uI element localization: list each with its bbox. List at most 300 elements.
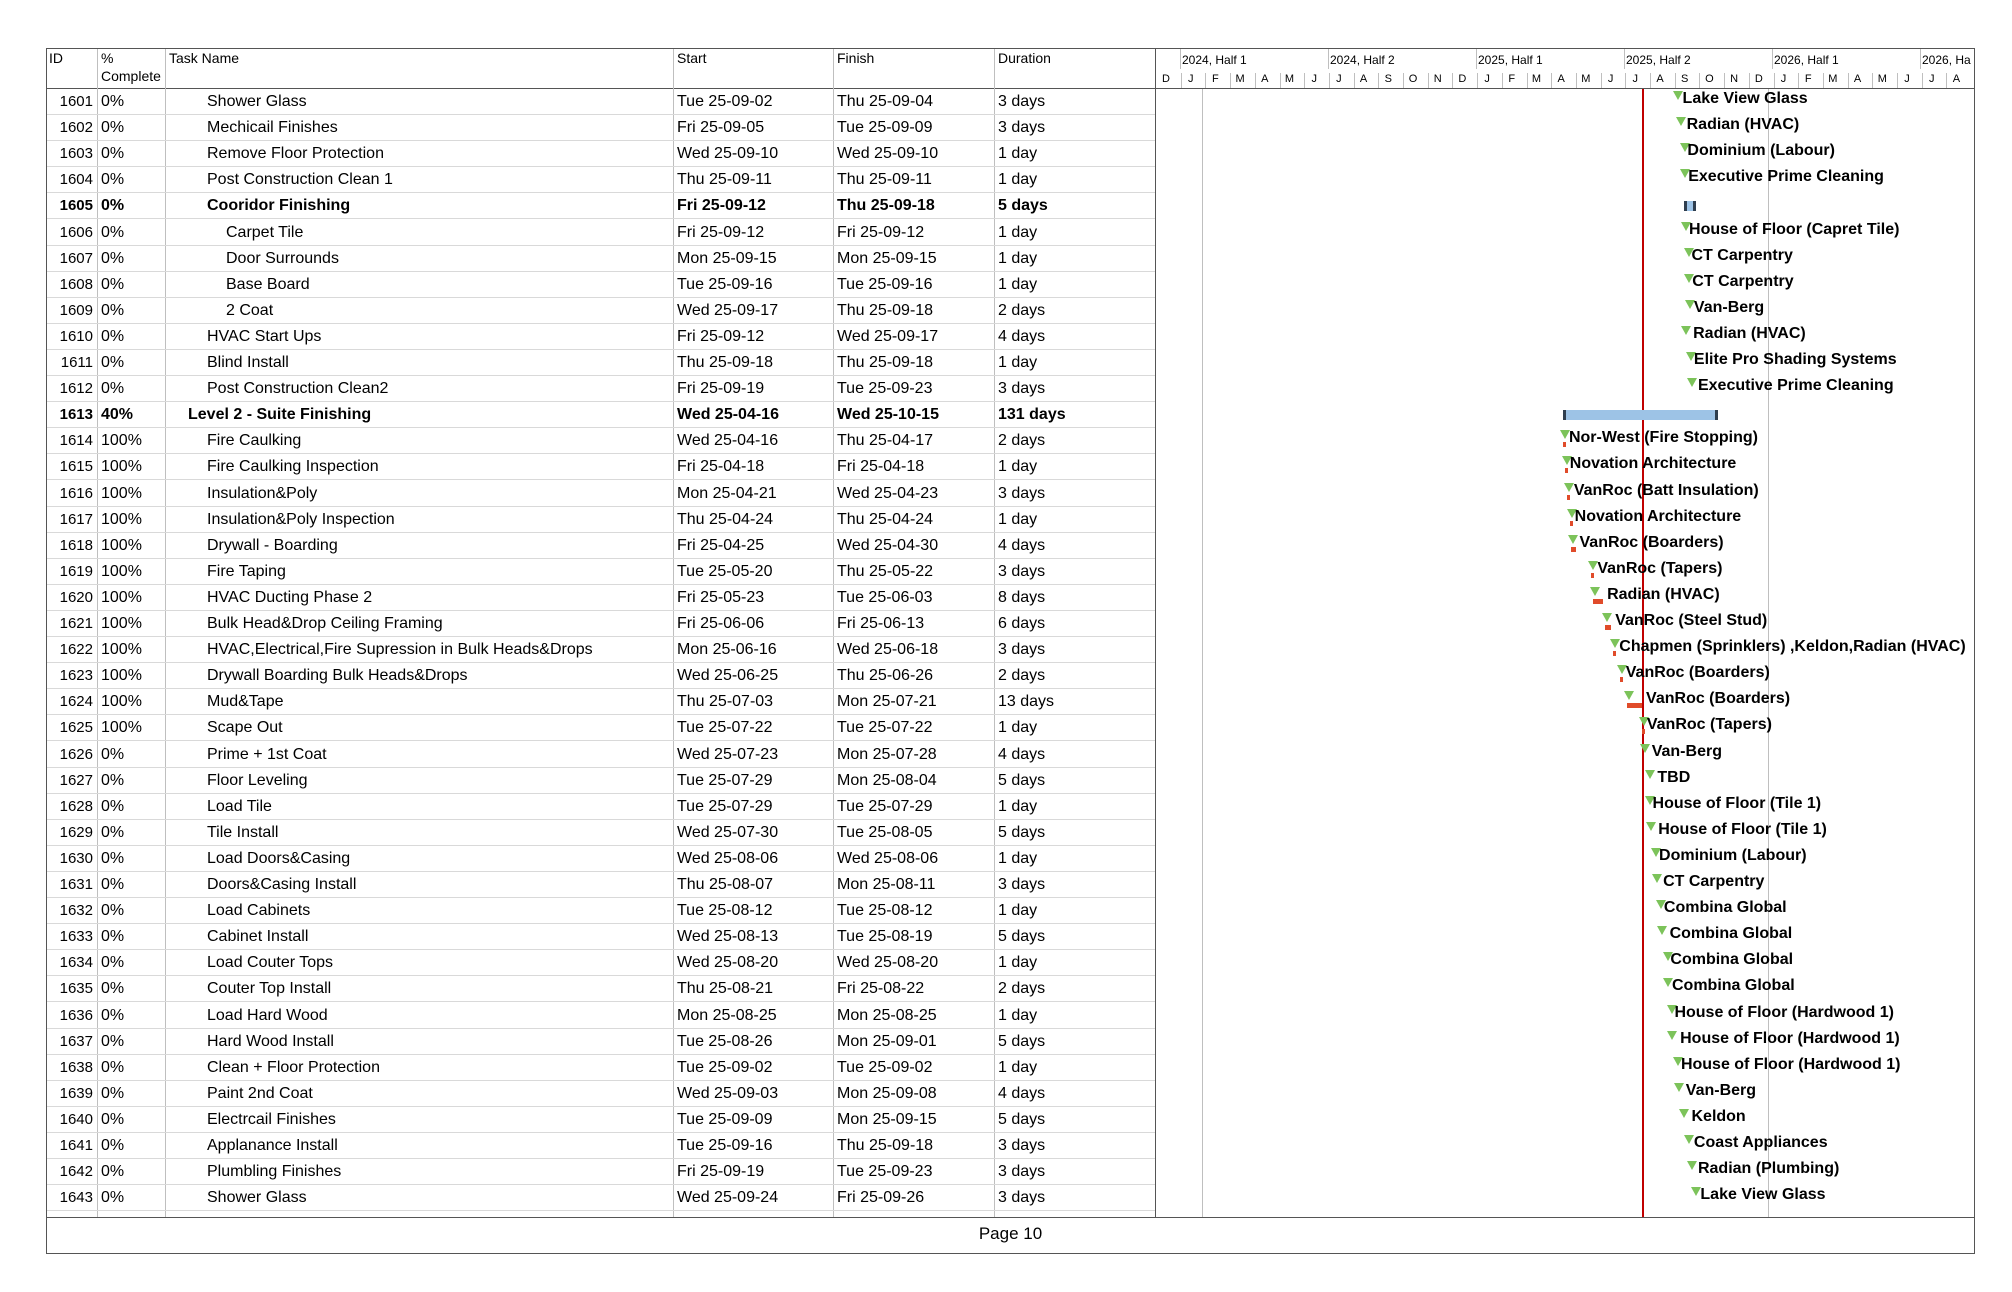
task-bar-marker[interactable] <box>1676 117 1686 126</box>
task-progress-bar[interactable] <box>1613 651 1616 656</box>
timeline-month-divider <box>1650 73 1651 88</box>
task-finish: Thu 25-05-22 <box>837 562 934 580</box>
table-row[interactable] <box>47 924 1155 950</box>
task-percent-complete: 0% <box>101 171 125 189</box>
task-id: 1643 <box>59 1189 93 1207</box>
timeline-month-label: S <box>1384 73 1392 85</box>
table-row[interactable] <box>47 611 1155 637</box>
task-finish: Mon 25-08-11 <box>837 876 936 893</box>
footer-divider <box>46 1217 1975 1218</box>
task-finish: Thu 25-09-11 <box>837 171 932 189</box>
task-id: 1639 <box>59 1084 93 1102</box>
table-row[interactable] <box>47 193 1155 219</box>
timeline-month-divider <box>1255 73 1256 88</box>
task-duration: 4 days <box>998 327 1046 345</box>
task-percent-complete: 100% <box>101 536 142 554</box>
table-row[interactable] <box>47 428 1155 454</box>
table-row[interactable] <box>47 272 1155 298</box>
task-name: Carpet Tile <box>226 223 304 241</box>
resource-label: Elite Pro Shading Systems <box>1693 351 1897 368</box>
table-row[interactable] <box>47 1029 1155 1055</box>
timeline-half-label: 2026, Half 1 <box>1774 53 1839 67</box>
task-duration: 5 days <box>998 1032 1046 1050</box>
task-id: 1637 <box>59 1032 93 1050</box>
table-row[interactable] <box>47 481 1155 507</box>
task-id: 1601 <box>59 93 93 110</box>
resource-label: Dominium (Labour) <box>1659 846 1807 864</box>
task-id: 1604 <box>59 171 93 189</box>
task-finish: Tue 25-07-29 <box>837 797 933 815</box>
task-finish: Tue 25-09-02 <box>837 1058 933 1076</box>
task-id: 1612 <box>59 380 93 398</box>
timeline-half-divider <box>1328 49 1329 69</box>
timeline-month-divider <box>1551 73 1552 88</box>
table-row[interactable] <box>47 1133 1155 1159</box>
task-name: Scape Out <box>207 719 283 737</box>
task-name: Post Construction Clean 1 <box>207 171 393 189</box>
task-duration: 1 day <box>998 1058 1038 1076</box>
summary-bar[interactable] <box>1563 410 1717 420</box>
task-bar-marker[interactable] <box>1687 378 1697 387</box>
task-start: Fri 25-09-12 <box>677 327 765 345</box>
table-row[interactable] <box>47 402 1155 428</box>
table-row[interactable] <box>47 663 1155 689</box>
task-duration: 1 day <box>998 1006 1038 1024</box>
timeline-month-label: O <box>1705 73 1714 85</box>
task-percent-complete: 0% <box>101 1137 125 1154</box>
timeline-month-divider <box>1699 73 1700 88</box>
task-start: Wed 25-07-23 <box>677 745 779 763</box>
task-progress-bar[interactable] <box>1627 703 1642 708</box>
table-row[interactable] <box>47 533 1155 559</box>
task-bar-marker[interactable] <box>1646 822 1656 831</box>
task-duration: 1 day <box>998 275 1038 293</box>
task-finish: Wed 25-10-15 <box>837 406 939 424</box>
task-duration: 5 days <box>998 928 1046 946</box>
col-header-start[interactable]: Start <box>677 50 707 66</box>
task-finish: Mon 25-08-04 <box>837 771 937 789</box>
resource-label: Chapmen (Sprinklers) ,Keldon,Radian (HVAC) <box>1619 638 1966 656</box>
col-header-duration[interactable]: Duration <box>998 50 1051 66</box>
task-bar-marker[interactable] <box>1681 326 1691 335</box>
col-header-id[interactable]: ID <box>49 50 63 66</box>
col-header-pct-line2: Complete <box>101 68 161 84</box>
timeline-month-divider <box>1403 73 1404 88</box>
timeline-month-divider <box>1675 73 1676 88</box>
timeline-month-divider <box>1625 73 1626 88</box>
table-row[interactable] <box>47 376 1155 402</box>
table-row[interactable] <box>47 585 1155 611</box>
task-name: Paint 2nd Coat <box>207 1084 313 1102</box>
task-percent-complete: 100% <box>101 719 142 737</box>
resource-label: Van-Berg <box>1685 1081 1757 1099</box>
task-name: Floor Leveling <box>207 771 308 789</box>
task-percent-complete: 0% <box>101 145 125 163</box>
task-finish: Mon 25-07-28 <box>837 745 937 763</box>
resource-label: Keldon <box>1691 1107 1746 1125</box>
task-duration: 2 days <box>998 432 1046 450</box>
resource-label: Combina Global <box>1670 951 1794 969</box>
task-progress-bar[interactable] <box>1620 677 1623 682</box>
task-percent-complete: 0% <box>101 1006 125 1024</box>
task-id: 1603 <box>59 145 93 163</box>
resource-label: Radian (HVAC) <box>1607 585 1720 603</box>
task-duration: 3 days <box>998 876 1046 893</box>
task-start: Mon 25-04-21 <box>677 484 777 502</box>
task-name: Load Cabinets <box>207 902 311 920</box>
task-id: 1616 <box>59 484 93 502</box>
resource-label: Executive Prime Cleaning <box>1688 168 1884 186</box>
task-name: Mud&Tape <box>207 693 284 711</box>
table-row[interactable] <box>47 89 1155 115</box>
task-progress-bar[interactable] <box>1567 495 1570 500</box>
task-bar-marker[interactable] <box>1687 1161 1697 1170</box>
resource-label: VanRoc (Batt Insulation) <box>1573 481 1759 499</box>
task-name: Base Board <box>226 275 310 293</box>
task-finish: Tue 25-09-23 <box>837 1163 933 1181</box>
table-row[interactable] <box>47 246 1155 272</box>
task-name: Bulk Head&Drop Ceiling Framing <box>207 615 443 632</box>
task-progress-bar[interactable] <box>1642 729 1645 734</box>
task-name: Door Surrounds <box>226 249 339 267</box>
task-percent-complete: 100% <box>101 693 142 711</box>
task-finish: Wed 25-04-30 <box>837 536 939 554</box>
timeline-month-label: A <box>1359 73 1368 85</box>
task-finish: Thu 25-09-18 <box>837 197 935 215</box>
table-row[interactable] <box>47 115 1155 141</box>
task-duration: 1 day <box>998 171 1038 189</box>
table-row[interactable] <box>47 820 1155 846</box>
task-finish: Fri 25-04-18 <box>837 458 925 476</box>
table-row[interactable] <box>47 350 1155 376</box>
task-id: 1628 <box>59 797 93 815</box>
table-row[interactable] <box>47 507 1155 533</box>
task-percent-complete: 0% <box>101 354 125 371</box>
page-number: Page 10 <box>978 1224 1043 1243</box>
task-percent-complete: 0% <box>101 745 125 763</box>
task-name: Insulation&Poly Inspection <box>207 510 395 528</box>
task-bar-marker[interactable] <box>1568 535 1578 544</box>
task-id: 1624 <box>59 693 93 711</box>
task-duration: 6 days <box>998 615 1046 632</box>
task-finish: Tue 25-08-05 <box>837 823 933 841</box>
task-duration: 4 days <box>998 745 1046 763</box>
table-row[interactable] <box>47 559 1155 585</box>
task-percent-complete: 0% <box>101 954 125 972</box>
task-id: 1629 <box>59 823 93 841</box>
resource-label: VanRoc (Tapers) <box>1597 559 1723 577</box>
table-row[interactable] <box>47 768 1155 794</box>
timeline-month-label: J <box>1484 73 1490 85</box>
timeline-month-label: A <box>1261 73 1269 85</box>
task-id: 1613 <box>59 406 93 424</box>
timeline-month-divider <box>1477 73 1478 88</box>
task-duration: 1 day <box>998 145 1038 163</box>
task-percent-complete: 100% <box>101 588 142 606</box>
task-name: Shower Glass <box>207 1189 307 1207</box>
timeline-month-divider <box>1304 73 1305 88</box>
task-finish: Tue 25-09-23 <box>837 380 933 398</box>
timeline-half-divider <box>1476 49 1477 69</box>
table-row[interactable] <box>47 1159 1155 1185</box>
task-progress-bar[interactable] <box>1563 442 1566 447</box>
table-row[interactable] <box>47 167 1155 193</box>
task-bar-marker[interactable] <box>1590 587 1600 596</box>
table-row[interactable] <box>47 794 1155 820</box>
task-start: Tue 25-07-22 <box>677 719 773 737</box>
table-row[interactable] <box>47 950 1155 976</box>
timeline-month-label: A <box>1952 73 1961 85</box>
task-start: Tue 25-09-16 <box>677 275 773 293</box>
task-id: 1636 <box>59 1006 93 1024</box>
timeline-month-label: M <box>1235 73 1245 85</box>
task-bar-marker[interactable] <box>1645 770 1655 779</box>
timeline-month-divider <box>1749 73 1750 88</box>
task-name: Fire Taping <box>207 562 286 580</box>
task-id: 1615 <box>59 458 93 476</box>
timeline-month-label: N <box>1433 73 1442 85</box>
timeline-month-label: O <box>1408 73 1418 85</box>
task-duration: 3 days <box>998 380 1046 398</box>
task-name: HVAC Start Ups <box>207 327 322 345</box>
timeline-month-divider <box>1329 73 1330 88</box>
task-start: Fri 25-04-18 <box>677 458 765 476</box>
table-row[interactable] <box>47 454 1155 480</box>
gantt-gridline <box>1202 89 1203 1217</box>
task-finish: Thu 25-04-17 <box>837 432 934 450</box>
table-row[interactable] <box>47 637 1155 663</box>
task-duration: 5 days <box>998 823 1046 841</box>
resource-label: Radian (HVAC) <box>1686 116 1800 134</box>
table-row[interactable] <box>47 1185 1155 1211</box>
task-duration: 1 day <box>998 797 1038 815</box>
col-header-pct[interactable] <box>101 49 161 85</box>
timeline-month-divider <box>1354 73 1355 88</box>
task-progress-bar[interactable] <box>1571 547 1576 552</box>
task-bar-marker[interactable] <box>1652 874 1662 883</box>
timeline-month-label: D <box>1458 73 1467 85</box>
task-start: Thu 25-08-21 <box>677 980 774 998</box>
task-start: Fri 25-06-06 <box>677 615 765 632</box>
resource-label: VanRoc (Boarders) <box>1625 664 1770 682</box>
timeline-month-label: A <box>1656 73 1664 85</box>
table-row[interactable] <box>47 298 1155 324</box>
task-percent-complete: 0% <box>101 823 125 841</box>
task-start: Fri 25-05-23 <box>677 588 765 606</box>
task-finish: Thu 25-09-18 <box>837 354 934 371</box>
task-name: Insulation&Poly <box>207 484 318 502</box>
task-finish: Tue 25-09-09 <box>837 119 933 137</box>
task-finish: Fri 25-09-26 <box>837 1189 925 1207</box>
task-duration: 1 day <box>998 849 1038 867</box>
task-finish: Wed 25-08-06 <box>837 849 939 867</box>
task-name: Post Construction Clean2 <box>207 380 389 398</box>
resource-label: Novation Architecture <box>1569 455 1737 473</box>
task-percent-complete: 100% <box>101 562 142 580</box>
table-row[interactable] <box>47 689 1155 715</box>
col-header-task-name[interactable]: Task Name <box>169 50 240 66</box>
task-name: 2 Coat <box>226 301 274 319</box>
task-name: Load Tile <box>207 797 272 815</box>
resource-label: Combina Global <box>1663 899 1787 917</box>
task-percent-complete: 0% <box>101 1110 125 1128</box>
task-duration: 1 day <box>998 954 1038 972</box>
task-id: 1610 <box>59 327 93 345</box>
task-percent-complete: 0% <box>101 1058 125 1076</box>
task-id: 1638 <box>59 1058 93 1076</box>
task-id: 1640 <box>59 1110 93 1128</box>
timeline-half-label: 2025, Half 2 <box>1626 53 1691 67</box>
table-row[interactable] <box>47 1003 1155 1029</box>
resource-label: VanRoc (Boarders) <box>1579 533 1724 551</box>
timeline-month-label: D <box>1754 73 1763 85</box>
timeline-month-divider <box>1428 73 1429 88</box>
timeline-half-divider <box>1180 49 1181 69</box>
timeline-month-label: F <box>1804 73 1812 85</box>
task-bar-marker[interactable] <box>1674 1083 1684 1092</box>
timeline-half-divider <box>1624 49 1625 69</box>
col-header-pct-line1: % <box>101 50 114 66</box>
task-percent-complete: 0% <box>101 93 125 110</box>
task-percent-complete: 0% <box>101 119 125 137</box>
task-start: Thu 25-09-18 <box>677 354 774 371</box>
task-duration: 3 days <box>998 1163 1046 1181</box>
task-bar-marker[interactable] <box>1602 613 1612 622</box>
task-start: Tue 25-09-02 <box>677 1058 773 1076</box>
task-percent-complete: 0% <box>101 301 125 319</box>
resource-label: VanRoc (Boarders) <box>1646 690 1791 708</box>
task-percent-complete: 0% <box>101 327 125 345</box>
timeline-half-divider <box>1920 49 1921 69</box>
table-row[interactable] <box>47 898 1155 924</box>
table-row[interactable] <box>47 742 1155 768</box>
resource-label: House of Floor (Hardwood 1) <box>1680 1055 1901 1073</box>
table-row[interactable] <box>47 1107 1155 1133</box>
task-percent-complete: 0% <box>101 249 125 267</box>
task-finish: Thu 25-04-24 <box>837 510 934 528</box>
task-progress-bar[interactable] <box>1565 468 1568 473</box>
task-name: Hard Wood Install <box>207 1032 334 1050</box>
task-percent-complete: 100% <box>101 667 142 685</box>
table-row[interactable] <box>47 324 1155 350</box>
timeline-month-label: M <box>1531 73 1542 85</box>
task-start: Thu 25-04-24 <box>677 510 774 528</box>
task-duration: 1 day <box>998 719 1038 737</box>
task-id: 1635 <box>59 980 93 998</box>
task-bar-marker[interactable] <box>1624 691 1634 700</box>
timeline-month-divider <box>1897 73 1898 88</box>
task-progress-bar[interactable] <box>1570 521 1573 526</box>
task-start: Fri 25-09-19 <box>677 1163 765 1181</box>
task-start: Wed 25-08-20 <box>677 954 779 972</box>
task-duration: 1 day <box>998 510 1038 528</box>
timeline-month-divider <box>1527 73 1528 88</box>
task-start: Thu 25-07-03 <box>677 693 774 711</box>
task-start: Wed 25-04-16 <box>677 432 779 450</box>
task-progress-bar[interactable] <box>1593 599 1603 604</box>
task-start: Fri 25-09-19 <box>677 380 765 398</box>
resource-label: Lake View Glass <box>1700 1186 1826 1204</box>
task-name: Load Couter Tops <box>207 954 334 972</box>
task-finish: Tue 25-06-03 <box>837 588 933 606</box>
task-duration: 3 days <box>998 562 1046 580</box>
resource-label: Combina Global <box>1669 925 1793 943</box>
resource-label: Lake View Glass <box>1682 90 1808 107</box>
task-id: 1625 <box>59 719 93 737</box>
task-name: Drywall - Boarding <box>207 536 338 554</box>
task-progress-bar[interactable] <box>1605 625 1611 630</box>
task-start: Tue 25-08-12 <box>677 902 773 920</box>
table-row[interactable] <box>47 141 1155 167</box>
task-id: 1633 <box>59 928 93 946</box>
task-percent-complete: 0% <box>101 380 125 398</box>
task-name: Tile Install <box>207 823 279 841</box>
task-id: 1608 <box>59 275 93 293</box>
task-bar-marker[interactable] <box>1640 744 1650 753</box>
task-start: Mon 25-09-15 <box>677 249 777 267</box>
resource-label: Coast Appliances <box>1693 1134 1828 1151</box>
task-bar-marker[interactable] <box>1657 926 1667 935</box>
table-row[interactable] <box>47 1055 1155 1081</box>
timeline-half-divider <box>1772 49 1773 69</box>
task-start: Mon 25-08-25 <box>677 1006 777 1024</box>
task-duration: 5 days <box>998 197 1048 215</box>
table-row[interactable] <box>47 1081 1155 1107</box>
gantt-chart <box>1156 49 1974 1217</box>
task-id: 1617 <box>59 510 93 528</box>
task-percent-complete: 0% <box>101 928 125 946</box>
task-bar-marker[interactable] <box>1679 1109 1689 1118</box>
col-header-finish[interactable]: Finish <box>837 50 875 66</box>
task-id: 1622 <box>59 641 93 659</box>
task-name: Cooridor Finishing <box>207 197 351 215</box>
task-finish: Fri 25-06-13 <box>837 615 925 632</box>
task-start: Fri 25-09-05 <box>677 119 765 137</box>
timeline-month-label: D <box>1162 73 1170 85</box>
task-progress-bar[interactable] <box>1591 573 1594 578</box>
task-start: Tue 25-09-16 <box>677 1137 773 1154</box>
summary-bar[interactable] <box>1684 201 1696 211</box>
task-duration: 4 days <box>998 536 1046 554</box>
task-start: Wed 25-09-10 <box>677 145 779 163</box>
task-name: Level 2 - Suite Finishing <box>188 406 372 424</box>
task-start: Fri 25-09-12 <box>677 197 766 215</box>
task-id: 1609 <box>59 301 93 319</box>
table-row[interactable] <box>47 220 1155 246</box>
timeline-month-divider <box>1181 73 1182 88</box>
resource-label: Novation Architecture <box>1574 507 1742 525</box>
task-name: Cabinet Install <box>207 928 309 946</box>
task-start: Wed 25-04-16 <box>677 406 779 424</box>
task-finish: Tue 25-08-12 <box>837 902 933 920</box>
timeline-month-label: F <box>1212 73 1219 85</box>
task-bar-marker[interactable] <box>1667 1031 1677 1040</box>
table-row[interactable] <box>47 872 1155 898</box>
task-name: HVAC,Electrical,Fire Supression in Bulk Heads&Drops <box>207 641 593 659</box>
table-row[interactable] <box>47 846 1155 872</box>
task-finish: Wed 25-09-10 <box>837 145 939 163</box>
task-id: 1634 <box>59 954 93 972</box>
timeline-month-label: M <box>1284 73 1295 85</box>
resource-label: Dominium (Labour) <box>1687 142 1835 160</box>
table-row[interactable] <box>47 715 1155 741</box>
task-name: Plumbling Finishes <box>207 1163 342 1181</box>
table-row[interactable] <box>47 976 1155 1002</box>
task-percent-complete: 0% <box>101 771 125 789</box>
task-id: 1611 <box>60 354 93 371</box>
task-finish: Wed 25-08-20 <box>837 954 939 972</box>
task-name: Couter Top Install <box>207 980 332 998</box>
